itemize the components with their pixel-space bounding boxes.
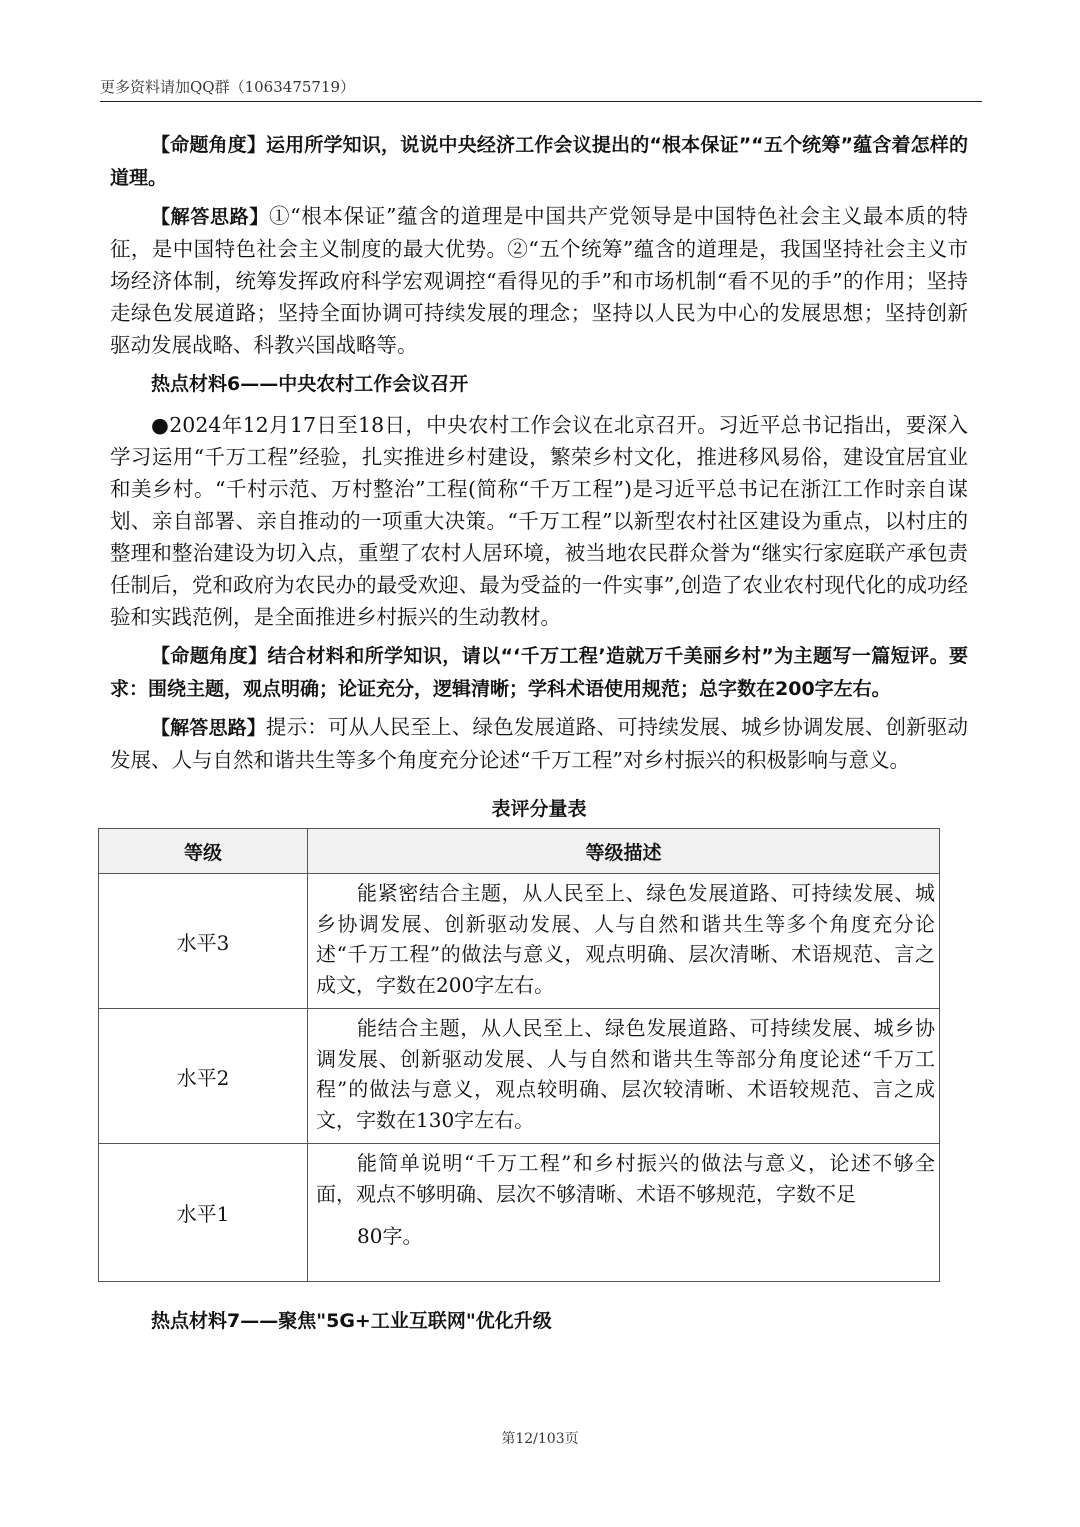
question-tag: 【命题角度】 (151, 134, 267, 156)
table-header-row (99, 829, 940, 874)
table-row (99, 1144, 940, 1282)
answer-text: ①“根本保证”蕴含的道理是中国共产党领导是中国特色社会主义最本质的特征，是中国特色社会主义制度的最大优势。②“五个统筹”蕴含的道理是，我国坚持社会主义市场经济体制，统筹发挥政府科学宏观调控“看得见的手”和市场机制“看不见的手”的作用；坚持走绿色发展道路；坚持全面协调可持续发展的理念；坚持以人民为中心的发展思想；坚持创新驱动发展战略、科教兴国战略等。 (110, 204, 968, 357)
description-text: 能结合主题，从人民至上、绿色发展道路、可持续发展、城乡协调发展、创新驱动发展、人与自然和谐共生等部分角度论述“千万工程”的做法与意义，观点较明确、层次较清晰、术语较规范、言之成文，字数在130字左右。 (316, 1016, 935, 1132)
table-title: 表评分量表 (491, 798, 587, 820)
main-content (110, 128, 968, 833)
description-text-extra: 80字。 (357, 1224, 423, 1248)
question-paragraph-6 (110, 639, 968, 705)
description-cell (308, 1144, 940, 1282)
description-text: 能紧密结合主题，从人民至上、绿色发展道路、可持续发展、城乡协调发展、创新驱动发展、人与自然和谐共生等多个角度充分论述“千万工程”的做法与意义，观点明确、层次清晰、术语规范、言之成文，字数在200字左右。 (316, 881, 935, 997)
answer-text: 提示：可从人民至上、绿色发展道路、可持续发展、城乡协调发展、创新驱动发展、人与自然和谐共生等多个角度充分论述“千万工程”对乡村振兴的积极影响与意义。 (110, 715, 968, 772)
answer-tag: 【解答思路】 (151, 206, 270, 228)
hot-material-7-title: 热点材料7——聚焦"5G+工业互联网"优化升级 (151, 1310, 552, 1332)
header-level: 等级 (99, 829, 308, 874)
description-cell (308, 1009, 940, 1144)
question-tag: 【命题角度】 (151, 645, 268, 667)
page-number: 第12/103页 (501, 1431, 579, 1447)
hot-material-6-title: 热点材料6——中央农村工作会议召开 (151, 373, 469, 395)
question-paragraph-5 (110, 128, 968, 194)
level-cell: 水平2 (99, 1009, 308, 1144)
question-text: 运用所学知识，说说中央经济工作会议提出的“根本保证”“五个统筹”蕴含着怎样的道理。 (110, 134, 968, 189)
level-cell: 水平1 (99, 1144, 308, 1282)
scoring-table (98, 828, 940, 1282)
answer-paragraph-6 (110, 711, 968, 776)
header-description: 等级描述 (308, 829, 940, 874)
table-row (99, 874, 940, 1009)
page-header: 更多资料请加QQ群（1063475719） (100, 76, 982, 102)
question-text: 结合材料和所学知识，请以“‘千万工程’造就万千美丽乡村”为主题写一篇短评。要求：围绕主题，观点明确；论证充分，逻辑清晰；学科术语使用规范；总字数在200字左右。 (110, 645, 968, 700)
description-cell (308, 874, 940, 1009)
answer-paragraph-5 (110, 200, 968, 361)
answer-tag: 【解答思路】 (151, 717, 266, 739)
material-paragraph-6: ●2024年12月17日至18日，中央农村工作会议在北京召开。习近平总书记指出，要深入学习运用“千万工程”经验，扎实推进乡村建设，繁荣乡村文化，推进移风易俗，建设宜居宜业和美乡村。“千村示范、万村整治”工程(简称“千万工程”)是习近平总书记在浙江工作时亲自谋划、亲自部署、亲自推动的一项重大决策。“千万工程”以新型农村社区建设为重点，以村庄的整理和整治建设为切入点，重塑了农村人居环境，被当地农民群众誉为“继实行家庭联产承包责任制后，党和政府为农民办的最受欢迎、最为受益的一件实事”,创造了农业农村现代化的成功经验和实践范例，是全面推进乡村振兴的生动教材。 (110, 413, 968, 629)
table-row (99, 1009, 940, 1144)
level-cell: 水平3 (99, 874, 308, 1009)
description-text: 能简单说明“千万工程”和乡村振兴的做法与意义，论述不够全面，观点不够明确、层次不够清晰、术语不够规范，字数不足 (316, 1151, 935, 1206)
